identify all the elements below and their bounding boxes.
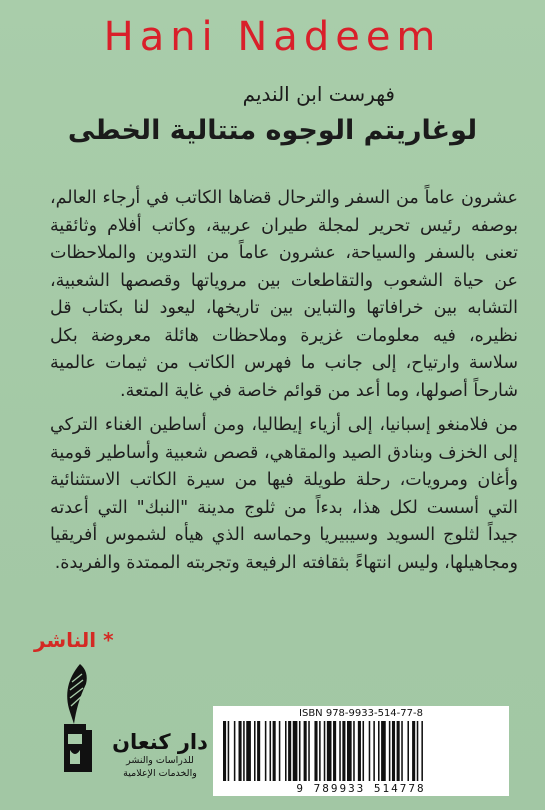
publisher-line-2: والخدمات الإعلامية (123, 768, 197, 779)
barcode (213, 706, 509, 796)
barcode-bars-icon (219, 721, 503, 783)
blurb-paragraph-1: عشرون عاماً من السفر والترحال قضاها الكاتب في أرجاء العالم، بوصفه رئيس تحرير لمجلة طيران عربية، وكاتب أفلام وثائقية تعنى بالسفر والسياحة، عشرون عاماً من التدوين والملاحظات عن حياة الشعوب والتقاطعات بين مروياتها وقصصها الشعبية، التشابه بين خرافاتها والتباين بين تاريخها، ليعود لنا بكتاب قل نظيره، فيه معلومات غزيرة وملاحظات هائلة معروضة بكل سلاسة وارتياح، إلى جانب ما فهرس الكاتب من ثيمات عالمية شارحاً أصولها، وما أعد من قوائم خاصة في غاية المتعة. (50, 188, 518, 401)
author-name: Hani Nadeem (103, 14, 442, 60)
publisher-block (112, 730, 208, 780)
blurb-paragraph-2: من فلامنغو إسبانيا، إلى أزياء إيطاليا، ومن أساطين الغناء التركي إلى الخزف وبنادق الصيد والمقاهي، قصص شعبية وأساطير قومية وأغان ومرويات، رحلة طويلة فيها من سيرة الكاتب الاستثنائية التي أسست لكل هذا، بدءاً من ثلوج مدينة "النبك" التي أعدته جيداً لثلوج السويد وسيبيريا وحماسه الذي هيأه لشموس أفريقيا ومجاهيلها، وليس انتهاءً بثقافته الرفيعة وتجربته الممتدة والفريدة. (50, 415, 518, 573)
isbn-label: ISBN 978-9933-514-77-8 (299, 708, 423, 719)
isbn-digits: 9 789933 514778 (296, 782, 426, 795)
publisher-name: دار كنعان (112, 730, 208, 754)
book-title: لوغاريتم الوجوه متتالية الخطى (67, 115, 478, 146)
book-subtitle: فهرست ابن النديم (242, 82, 395, 106)
publisher-line-1: للدراسات والنشر (126, 755, 194, 766)
blurb-text (50, 185, 518, 577)
publisher-logo-icon (58, 660, 98, 780)
publisher-signature: * الناشر (34, 628, 114, 652)
